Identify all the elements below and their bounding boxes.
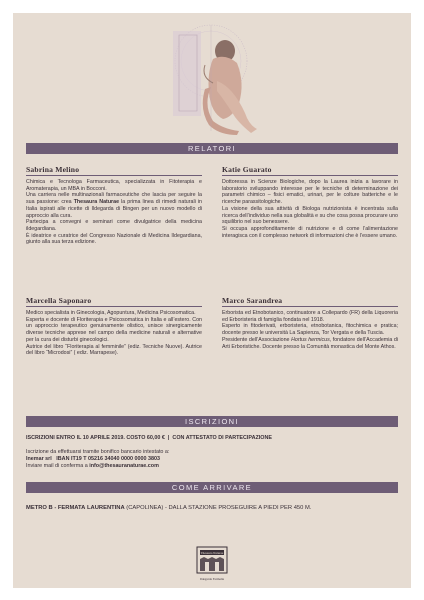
- section-band-relatori: [26, 143, 398, 154]
- section-band-iscrizioni: [26, 416, 398, 427]
- speaker-name: Sabrina Melino: [26, 165, 202, 176]
- speaker-bio: Medico specialista in Ginecologia, Agopuntura, Medicina Psicosomatica. Esperta e docente di Floriterapia e Psicosomatica in Italia e all’estero. Con un approccio terapeutico genuinamente olistico, unisce sinergicamente diverse tecniche apprese nel campo della medicine naturali e alternative per la cura dei disturbi ginecologici. Autrice del libro “Floriterapia al femminile” (ediz. Tecniche Nuove). Autrice del libro “Microdosi” ( ediz. Marrapese).: [26, 310, 202, 357]
- speaker-card: [222, 296, 398, 350]
- speaker-card: [26, 296, 202, 357]
- flyer-page: [13, 13, 411, 588]
- section-title: RELATORI: [187, 144, 236, 153]
- transfer-intro: Iscrizione da effettuarsi tramite bonifico bancario intestato a:: [26, 449, 170, 455]
- registration-deadline: ISCRIZIONI ENTRO IL 10 APRILE 2019. COSTO 60,00 € | CON ATTESTATO DI PARTECIPAZIONE: [26, 435, 272, 441]
- confirm-line: Inviare mail di conferma a info@thesauranaturae.com: [26, 463, 159, 469]
- section-title: COME ARRIVARE: [171, 483, 253, 492]
- bank-details: Inemar srl IBAN IT19 T 05216 34040 0000 0000 3803: [26, 456, 160, 462]
- speaker-bio: Chimica e Tecnologa Farmaceutica, specializzata in Fitoterapia e Aromaterapia, un MBA in Bocconi. Una carriera nelle multinazionali farmaceutiche che lascia per seguire la sua passione: crea Thesaura Naturae la prima linea di rimedi naturali in Italia ispirati alle ricette di Ildegarda di Bingen per un nuovo modello di approccio alla cura. Partecipa a convegni e seminari come divulgatrice della medicina ildegardiana. È ideatrice e curatrice del Congresso Nazionale di Medicina Ildegardiana, giunto alla sua terza edizione.: [26, 179, 202, 246]
- directions: METRO B - FERMATA LAURENTINA (CAPOLINEA) - DALLA STAZIONE PROSEGUIRE A PIEDI PER 450 M.: [26, 505, 312, 511]
- speaker-bio: Erborista ed Etnobotanico, continuatore a Collepardo (FR) della Liquoreria ed Erboristeria di famiglia fondata nel 1918. Esperto in fitoderivati, erboristeria, etnobotanica, fitochimica e pratica; docente presso le università La Sapienza, Tor Vergata e della Tuscia. Presidente dell’Associazione Hortus hermicus, fondatore dell’Accademia di Arti Erboristiche. Docente presso la Comunità monastica del Monte Athos.: [222, 310, 398, 350]
- svg-text:Thesaura Naturae: Thesaura Naturae: [200, 550, 224, 555]
- thesaura-logo: [191, 545, 233, 585]
- hero-illustration: [153, 21, 273, 139]
- section-band-come-arrivare: [26, 482, 398, 493]
- speaker-name: Marco Sarandrea: [222, 296, 398, 307]
- svg-text:Ildegarda Farmalia: Ildegarda Farmalia: [199, 577, 225, 581]
- speaker-card: [26, 165, 202, 246]
- speaker-bio: Dottoressa in Scienze Biologiche, dopo la Laurea inizia a lavorare in laboratorio sviluppando interesse per le tecniche di determinazione dei parametri chimico – fisici ematici, urinari, per le colture batteriche e le ricerche parassitologiche. La visione della sua attività di Biologa nutrizionista è incentrata sulla ricerca dell’individuo nella sua globalità e su che cosa possa procurare uno squilibrio nel suo benessere. Si occupa approfonditamente di nutrizione e di come l’alimentazione interagisca con il complesso network di informazioni che è l’essere umano.: [222, 179, 398, 239]
- speaker-name: Marcella Saponaro: [26, 296, 202, 307]
- section-title: ISCRIZIONI: [184, 417, 239, 426]
- speaker-card: [222, 165, 398, 239]
- speaker-name: Katie Guarato: [222, 165, 398, 176]
- brand-name: Thesaura Naturae: [73, 199, 120, 206]
- email-link[interactable]: info@thesauranaturae.com: [89, 463, 159, 469]
